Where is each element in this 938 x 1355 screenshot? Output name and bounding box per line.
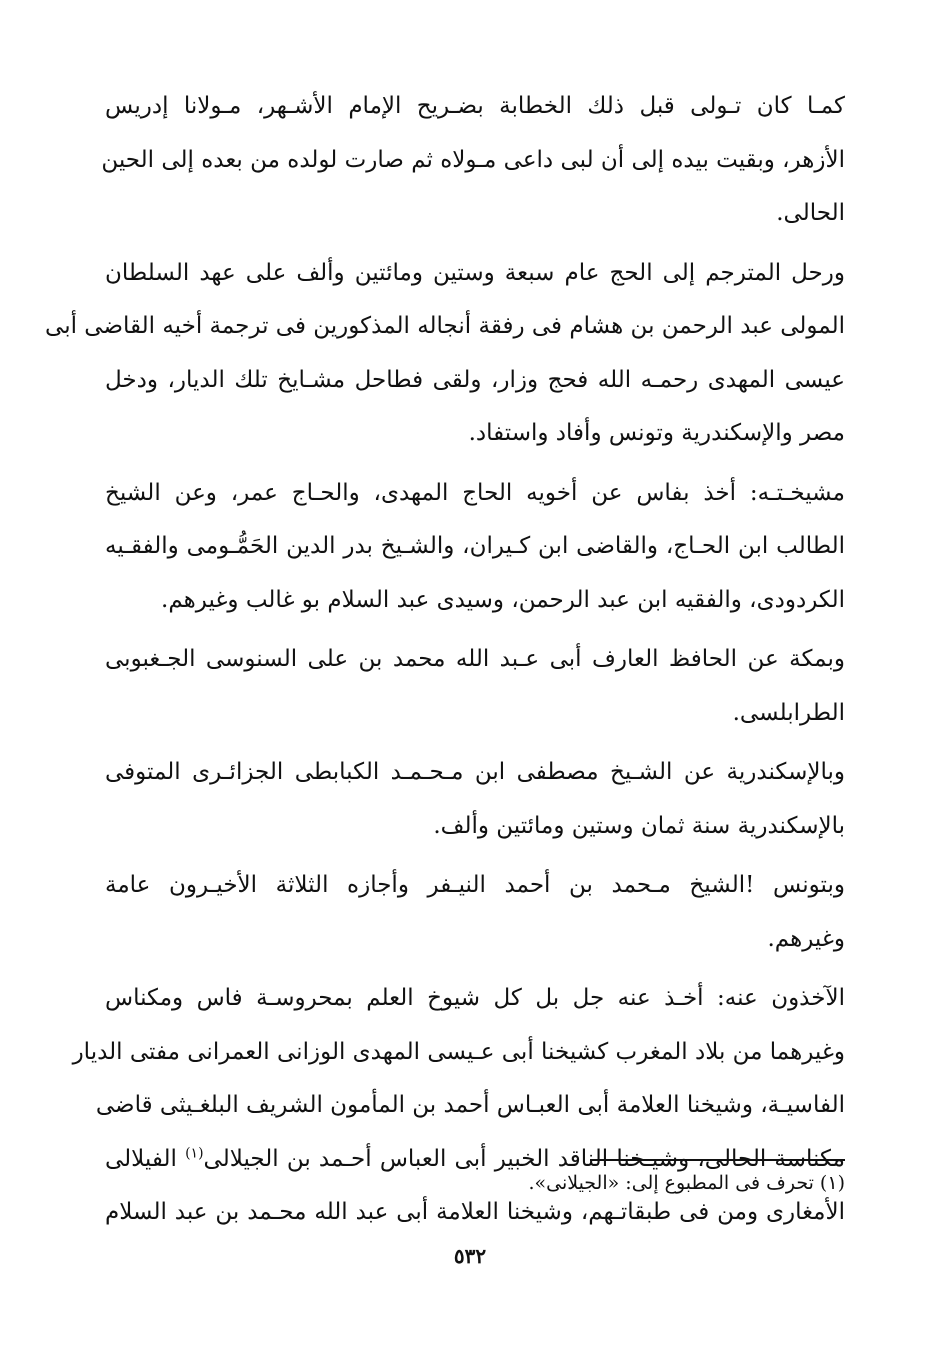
- text-line: الفاسيـة، وشيخنا العلامة أبى العبـاس أحمد بن المأمون الشريف البلغـيثى قاضى: [95, 1092, 845, 1118]
- text-line: كمـا كان تـولى قبل ذلك الخطابة بضـريح الإمام الأشـهر، مـولانا إدريس: [105, 93, 845, 119]
- page-number: ٥٣٢: [453, 1244, 487, 1268]
- paragraph-1: [101, 80, 845, 241]
- text-line: وبتونس !الشيخ مـحمد بن أحمد النيـفر وأجازه الثلاثة الأخيـرون عامة: [105, 872, 845, 898]
- text-segment: مكناسة الحالى، وشيـخنا الناقد الخبير أبى العباس أحـمد بن الجيلالى: [203, 1145, 846, 1172]
- page-body: [45, 80, 846, 1240]
- text-line: وبمكة عن الحافظ العارف أبى عـبد الله محمد بن على السنوسى الجـغبوبى: [105, 646, 845, 672]
- text-line: المولى عبد الرحمن بن هشام فى رفقة أنجاله المذكورين فى ترجمة أخيه القاضى أبى: [45, 313, 845, 339]
- text-line: عيسى المهدى رحمـه الله فحج وزار، ولقى فطاحل مشـايخ تلك الديار، ودخل: [105, 366, 845, 393]
- paragraph-3: [105, 467, 845, 628]
- text-line: بالإسكندرية سنة ثمان وستين ومائتين وألف.: [433, 812, 845, 839]
- text-line: الحالى.: [776, 200, 845, 226]
- text-line: مشيخـتـه: أخذ بفاس عن أخويه الحاج المهدى، والحـاج عمر، وعن الشيخ: [105, 479, 845, 506]
- paragraph-4: [105, 633, 845, 740]
- text-line: ورحل المترجم إلى الحج عام سبعة وستين ومائتين وألف على عهد السلطان: [105, 259, 845, 286]
- text-line: الكردودى، والفقيه ابن عبد الرحمن، وسيدى عبد السلام بو غالب وغيرهم.: [161, 586, 845, 613]
- text-line: الأزهر، وبقيت بيده إلى أن لبى داعى مـولاه ثم صارت لولده من بعده إلى الحين: [101, 146, 845, 173]
- footnote-divider: [590, 1159, 845, 1161]
- footnote-reference: (١): [185, 1144, 204, 1161]
- text-line: الطرابلسى.: [732, 699, 845, 726]
- text-line: الآخذون عنه: أخـذ عنه جل بل كل شيوخ العلم بمحروسـة فاس ومكناس: [105, 985, 845, 1011]
- footnote: (١) تحرف فى المطبوع إلى: «الجيلانى».: [528, 1172, 845, 1194]
- paragraph-5: [105, 746, 845, 853]
- text-line: الأمغارى ومن فى طبقاتـهم، وشيخنا العلامة أبى عبد الله محـمد بن عبد السلام: [105, 1199, 845, 1225]
- text-line: وغيرهما من بلاد المغرب كشيخنا أبى عـيسى المهدى الوزانى العمرانى مفتى الديار: [72, 1038, 845, 1065]
- text-segment: الفيلالى: [105, 1145, 186, 1172]
- text-line: مصر والإسكندرية وتونس وأفاد واستفاد.: [468, 420, 845, 446]
- text-line: وبالإسكندرية عن الشـيخ مصطفى ابن مـحـمـد الكبابطى الجزائـرى المتوفى: [105, 759, 845, 785]
- text-line: الطالب ابن الحـاج، والقاضى ابن كـيران، والشـيخ بدر الدين الحَمُّـومى والفقـيه: [105, 533, 845, 559]
- paragraph-6: [105, 859, 845, 966]
- paragraph-2: [45, 247, 845, 461]
- paragraph-7: [72, 972, 846, 1240]
- text-line: وغيرهم.: [767, 925, 845, 952]
